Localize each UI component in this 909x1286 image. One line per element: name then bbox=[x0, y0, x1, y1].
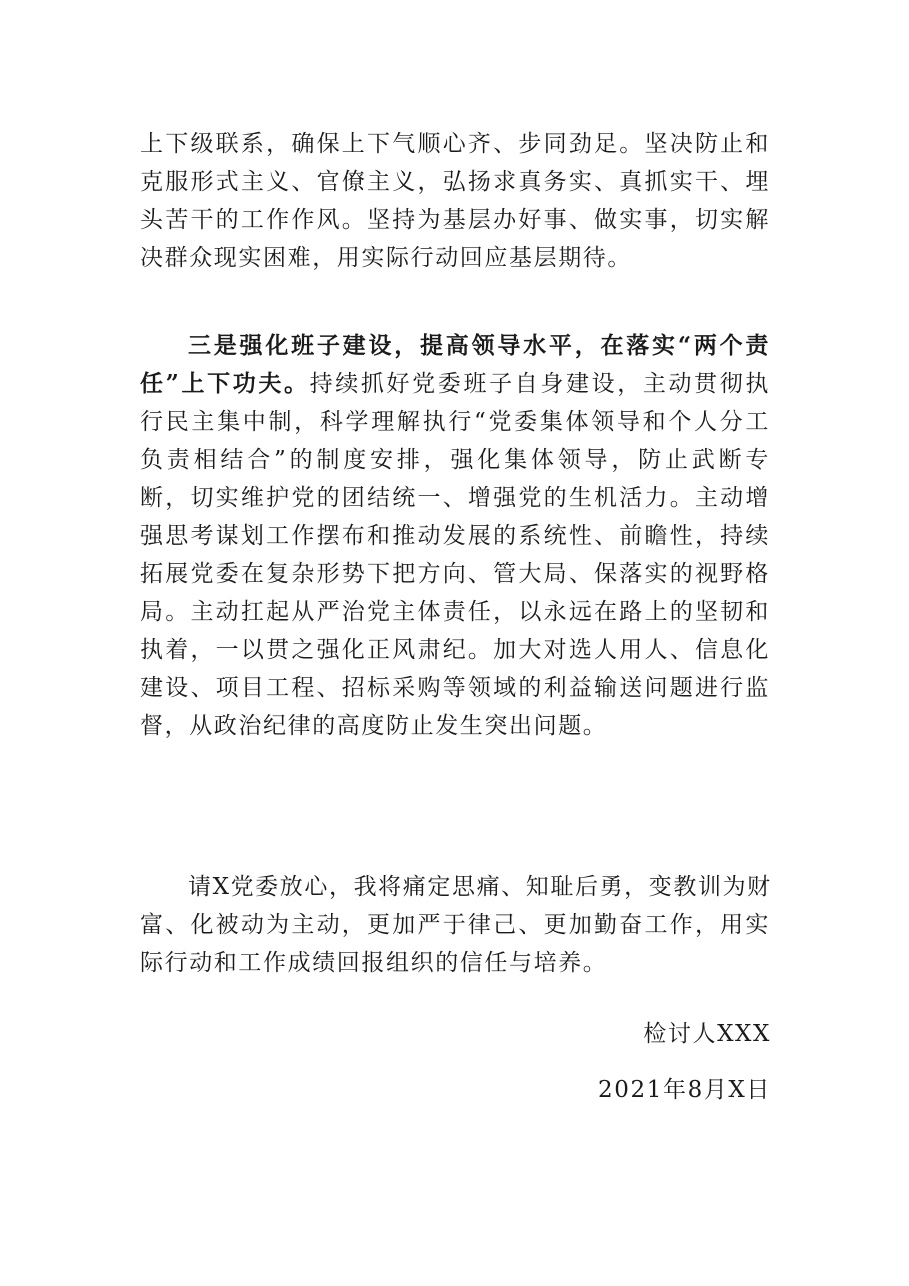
paragraph-line: 断，切实维护党的团结统一、增强党的生机活力。主动增 bbox=[140, 485, 770, 511]
paragraph-line: 行民主集中制，科学理解执行“党委集体领导和个人分工 bbox=[140, 409, 770, 435]
paragraph-line: 际行动和工作成绩回报组织的信任与培养。 bbox=[140, 950, 608, 976]
body-text: 持续抓好党委班子自身建设，主动贯彻执 bbox=[309, 371, 770, 397]
paragraph-line: 上下级联系，确保上下气顺心齐、步同劲足。坚决防止和 bbox=[140, 131, 770, 157]
heading-text-continued: 任”上下功夫。 bbox=[140, 370, 310, 397]
paragraph-heading-line bbox=[140, 327, 770, 365]
paragraph-line: 督，从政治纪律的高度防止发生突出问题。 bbox=[140, 713, 608, 739]
paragraph-line bbox=[140, 365, 770, 403]
signer-name: 检讨人XXX bbox=[643, 1021, 771, 1047]
paragraph-line: 富、化被动为主动，更加严于律己、更加勤奋工作，用实 bbox=[140, 912, 770, 938]
signature-date: 2021年8月X日 bbox=[598, 1077, 771, 1103]
paragraph-line: 头苦干的工作作风。坚持为基层办好事、做实事，切实解 bbox=[140, 207, 770, 233]
paragraph-line bbox=[140, 868, 770, 906]
paragraph-team-building bbox=[140, 327, 770, 745]
paragraph-line: 执着，一以贯之强化正风肃纪。加大对选人用人、信息化 bbox=[140, 637, 770, 663]
paragraph-line: 局。主动扛起从严治党主体责任，以永远在路上的坚韧和 bbox=[140, 599, 770, 625]
paragraph-line: 强思考谋划工作摆布和推动发展的系统性、前瞻性，持续 bbox=[140, 523, 770, 549]
paragraph-closing-pledge bbox=[140, 868, 770, 982]
paragraph-line: 负责相结合”的制度安排，强化集体领导，防止武断专 bbox=[140, 447, 770, 473]
paragraph-line: 拓展党委在复杂形势下把方向、管大局、保落实的视野格 bbox=[140, 561, 770, 587]
paragraph-line: 决群众现实困难，用实际行动回应基层期待。 bbox=[140, 245, 632, 271]
paragraph-work-style bbox=[140, 125, 770, 277]
paragraph-line: 克服形式主义、官僚主义，弘扬求真务实、真抓实干、埋 bbox=[140, 169, 770, 195]
paragraph-line: 建设、项目工程、招标采购等领域的利益输送问题进行监 bbox=[140, 675, 770, 701]
body-text: 请X党委放心，我将痛定思痛、知耻后勇，变教训为财 bbox=[188, 874, 772, 900]
heading-text: 三是强化班子建设，提高领导水平，在落实“两个责 bbox=[188, 332, 770, 359]
